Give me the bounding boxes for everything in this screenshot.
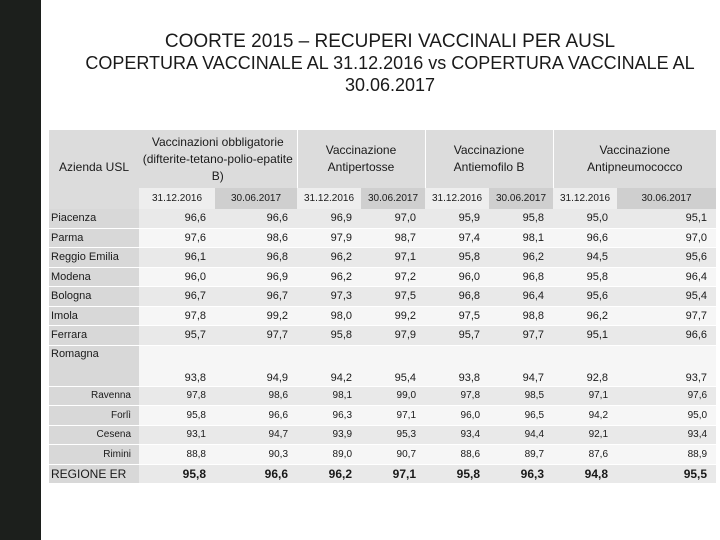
value-cell: 97,5 [361,287,425,307]
value-cell: 94,2 [553,406,617,426]
value-cell: 88,8 [139,445,215,465]
value-cell: 96,2 [553,306,617,326]
value-cell: 96,7 [215,287,297,307]
value-cell: 96,0 [139,267,215,287]
value-cell: 97,4 [425,228,489,248]
value-cell: 93,8 [425,345,489,386]
value-cell: 97,5 [425,306,489,326]
value-cell: 97,8 [425,386,489,406]
value-cell: 98,8 [489,306,553,326]
value-cell: 96,0 [425,267,489,287]
header-group-obbligatorie [139,130,297,188]
value-cell: 93,4 [617,425,716,445]
table-row [49,248,716,268]
row-name: Piacenza [49,209,139,228]
value-cell: 89,7 [489,445,553,465]
value-cell: 95,4 [617,287,716,307]
value-cell: 96,8 [489,267,553,287]
table-row [49,306,716,326]
value-cell: 95,7 [139,326,215,346]
value-cell: 95,6 [553,287,617,307]
value-cell: 96,6 [215,464,297,484]
table-body [49,209,716,484]
value-cell: 97,1 [361,248,425,268]
date-header: 31.12.2016 [139,188,215,209]
subtitle-line-2: 30.06.2017 [344,75,436,95]
page-subtitle [60,52,720,96]
header-group-antipertosse [297,130,425,188]
table-row [49,425,716,445]
value-cell: 95,8 [139,406,215,426]
table-row [49,228,716,248]
value-cell: 94,9 [215,345,297,386]
date-header: 30.06.2017 [361,188,425,209]
value-cell: 97,8 [139,386,215,406]
value-cell: 96,4 [617,267,716,287]
value-cell: 96,3 [297,406,361,426]
header-group-line: Vaccinazione [453,143,525,157]
date-header: 31.12.2016 [297,188,361,209]
value-cell: 98,7 [361,228,425,248]
value-cell: 99,2 [215,306,297,326]
header-group-line: Antipertosse [327,160,395,174]
value-cell: 96,6 [617,326,716,346]
value-cell: 94,2 [297,345,361,386]
table-row [49,287,716,307]
value-cell: 95,3 [361,425,425,445]
value-cell: 99,0 [361,386,425,406]
value-cell: 99,2 [361,306,425,326]
row-name: Parma [49,228,139,248]
value-cell: 97,7 [215,326,297,346]
table-row [49,345,716,386]
header-group-line: Vaccinazioni obbligatorie [151,134,284,149]
value-cell: 93,4 [425,425,489,445]
value-cell: 96,0 [425,406,489,426]
value-cell: 97,0 [361,209,425,228]
value-cell: 90,7 [361,445,425,465]
value-cell: 88,6 [425,445,489,465]
value-cell: 95,8 [425,248,489,268]
value-cell: 92,1 [553,425,617,445]
value-cell: 93,1 [139,425,215,445]
table-row [49,267,716,287]
value-cell: 96,2 [297,464,361,484]
table-row [49,445,716,465]
header-row [49,130,716,188]
row-name: Ferrara [49,326,139,346]
coverage-table [49,130,716,484]
value-cell: 97,6 [139,228,215,248]
page-title: COORTE 2015 – RECUPERI VACCINALI PER AUSL [164,31,616,52]
value-cell: 97,8 [139,306,215,326]
value-cell: 98,1 [297,386,361,406]
value-cell: 95,1 [617,209,716,228]
value-cell: 95,4 [361,345,425,386]
value-cell: 92,8 [553,345,617,386]
row-name: Forlì [49,406,139,426]
value-cell: 96,2 [489,248,553,268]
value-cell: 87,6 [553,445,617,465]
value-cell: 93,9 [297,425,361,445]
value-cell: 97,9 [297,228,361,248]
value-cell: 95,1 [553,326,617,346]
left-accent-bar [0,0,41,540]
header-group-line: Antipneumococco [587,160,683,174]
table-row [49,464,716,484]
value-cell: 89,0 [297,445,361,465]
value-cell: 97,7 [489,326,553,346]
header-group-antipneumococco [553,130,716,188]
value-cell: 96,3 [489,464,553,484]
value-cell: 96,6 [215,406,297,426]
value-cell: 96,9 [297,209,361,228]
value-cell: 98,6 [215,386,297,406]
header-azienda: Azienda USL [49,130,139,188]
value-cell: 96,9 [215,267,297,287]
value-cell: 96,1 [139,248,215,268]
value-cell: 95,0 [617,406,716,426]
value-cell: 94,7 [215,425,297,445]
value-cell: 93,7 [617,345,716,386]
header-group-line: (difterite-tetano-polio-epatite B) [142,151,293,183]
value-cell: 97,6 [617,386,716,406]
value-cell: 95,0 [553,209,617,228]
value-cell: 97,0 [617,228,716,248]
header-group-line: Vaccinazione [599,143,671,157]
value-cell: 95,8 [553,267,617,287]
value-cell: 95,8 [489,209,553,228]
value-cell: 97,9 [361,326,425,346]
value-cell: 90,3 [215,445,297,465]
row-name: Ravenna [49,386,139,406]
value-cell: 97,1 [553,386,617,406]
value-cell: 96,8 [425,287,489,307]
value-cell: 95,8 [297,326,361,346]
value-cell: 93,8 [139,345,215,386]
value-cell: 96,2 [297,267,361,287]
row-name: REGIONE ER [49,464,139,484]
value-cell: 96,6 [553,228,617,248]
value-cell: 96,2 [297,248,361,268]
header-group-line: Antiemofilo B [453,160,525,174]
value-cell: 96,4 [489,287,553,307]
header-group-line: Vaccinazione [325,143,397,157]
row-name: Romagna [49,345,139,386]
row-name: Reggio Emilia [49,248,139,268]
value-cell: 96,7 [139,287,215,307]
date-header-row [49,188,716,209]
row-name: Modena [49,267,139,287]
value-cell: 96,5 [489,406,553,426]
value-cell: 98,0 [297,306,361,326]
value-cell: 96,6 [215,209,297,228]
value-cell: 95,5 [617,464,716,484]
table-row [49,386,716,406]
value-cell: 97,7 [617,306,716,326]
value-cell: 95,7 [425,326,489,346]
row-name: Imola [49,306,139,326]
value-cell: 98,1 [489,228,553,248]
value-cell: 94,8 [553,464,617,484]
row-name: Bologna [49,287,139,307]
value-cell: 94,5 [553,248,617,268]
value-cell: 97,1 [361,464,425,484]
row-name: Rimini [49,445,139,465]
date-header: 31.12.2016 [553,188,617,209]
header-group-antiemofilo [425,130,553,188]
date-header-blank [49,188,139,209]
value-cell: 98,6 [215,228,297,248]
table-row [49,406,716,426]
date-header: 31.12.2016 [425,188,489,209]
value-cell: 98,5 [489,386,553,406]
date-header: 30.06.2017 [617,188,716,209]
subtitle-line-1: COPERTURA VACCINALE AL 31.12.2016 vs COPERTURA VACCINALE AL [85,53,695,73]
value-cell: 96,8 [215,248,297,268]
value-cell: 97,3 [297,287,361,307]
value-cell: 95,6 [617,248,716,268]
value-cell: 97,2 [361,267,425,287]
value-cell: 95,8 [139,464,215,484]
value-cell: 97,1 [361,406,425,426]
value-cell: 95,8 [425,464,489,484]
row-name: Cesena [49,425,139,445]
value-cell: 94,4 [489,425,553,445]
table-row [49,326,716,346]
value-cell: 96,6 [139,209,215,228]
value-cell: 95,9 [425,209,489,228]
table-row [49,209,716,228]
value-cell: 94,7 [489,345,553,386]
date-header: 30.06.2017 [215,188,297,209]
date-header: 30.06.2017 [489,188,553,209]
value-cell: 88,9 [617,445,716,465]
